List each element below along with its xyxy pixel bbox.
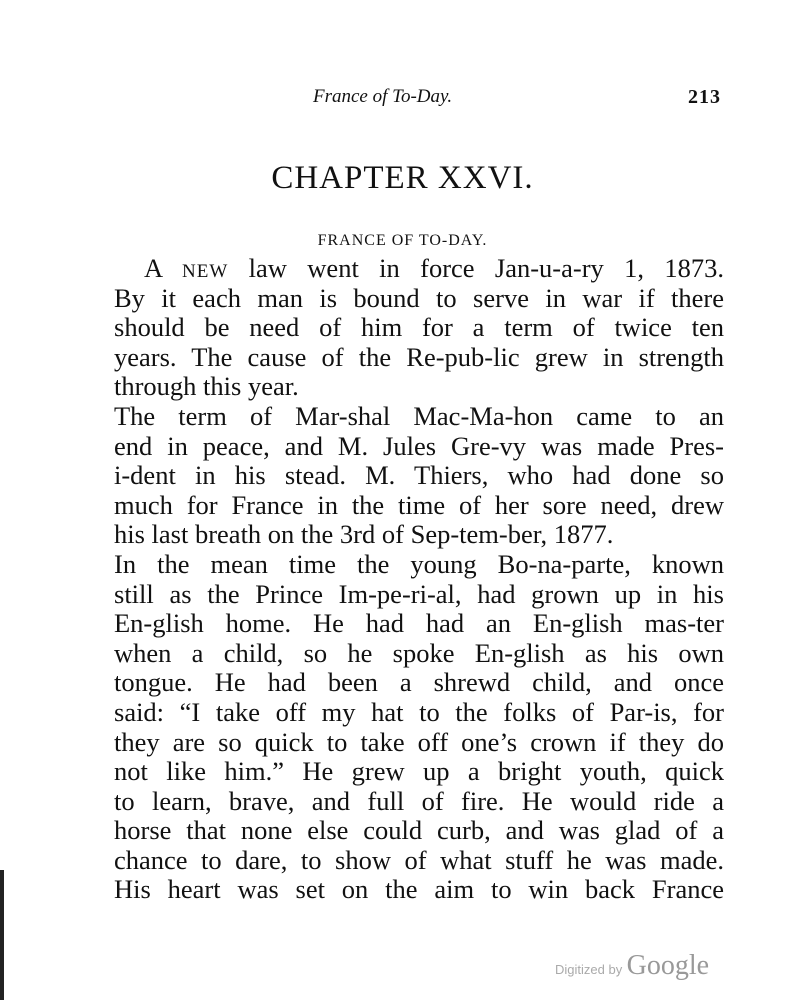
text-line: end in peace, and M. Jules Gre-vy was made Pres- — [114, 430, 724, 461]
smallcaps-word: NEW — [182, 261, 229, 282]
text-line: By it each man is bound to serve in war if there — [114, 282, 724, 313]
page-edge-shadow — [0, 870, 4, 1000]
text-line: they are so quick to take off one’s crown if they do — [114, 726, 724, 757]
text-line: En-glish home. He had had an En-glish mas-ter — [114, 608, 724, 639]
chapter-subtitle: FRANCE OF TO-DAY. — [317, 232, 488, 249]
text-line: not like him.” He grew up a bright youth, quick — [114, 756, 724, 787]
line-rest: law went in force Jan-u-a-ry 1, 1873. — [248, 253, 724, 283]
text-line: said: “I take off my hat to the folks of Par-is, for — [114, 696, 724, 727]
text-line: i-dent in his stead. M. Thiers, who had done so — [114, 460, 724, 491]
text-line: should be need of him for a term of twice ten — [114, 312, 724, 343]
dropcap: A — [144, 253, 162, 283]
text-line: chance to dare, to show of what stuff he was made. — [114, 844, 724, 875]
text-line: The term of Mar-shal Mac-Ma-hon came to an — [114, 400, 724, 431]
text-line: his last breath on the 3rd of Sep-tem-ber, 1877. — [114, 519, 614, 550]
text-line: His heart was set on the aim to win back France — [114, 874, 724, 905]
text-line: years. The cause of the Re-pub-lic grew in strength — [114, 341, 724, 372]
text-line: tongue. He had been a shrewd child, and once — [114, 667, 724, 698]
text-line: horse that none else could curb, and was glad of a — [114, 815, 724, 846]
chapter-title: CHAPTER XXVI. — [271, 160, 534, 196]
text-line: when a child, so he spoke En-glish as his own — [114, 637, 724, 668]
body-text — [114, 254, 724, 905]
text-line: still as the Prince Im-pe-ri-al, had grown up in his — [114, 578, 724, 609]
text-line: In the mean time the young Bo-na-parte, known — [114, 548, 724, 579]
page-number: 213 — [688, 86, 721, 108]
digitized-watermark — [555, 950, 709, 982]
google-logo: Google — [626, 950, 710, 981]
text-line: through this year. — [114, 371, 299, 402]
text-line: much for France in the time of her sore need, drew — [114, 489, 724, 520]
text-line — [114, 254, 724, 284]
running-head: France of To-Day. — [313, 86, 453, 107]
watermark-prefix: Digitized by — [555, 962, 623, 977]
text-line: to learn, brave, and full of fire. He would ride a — [114, 785, 724, 816]
